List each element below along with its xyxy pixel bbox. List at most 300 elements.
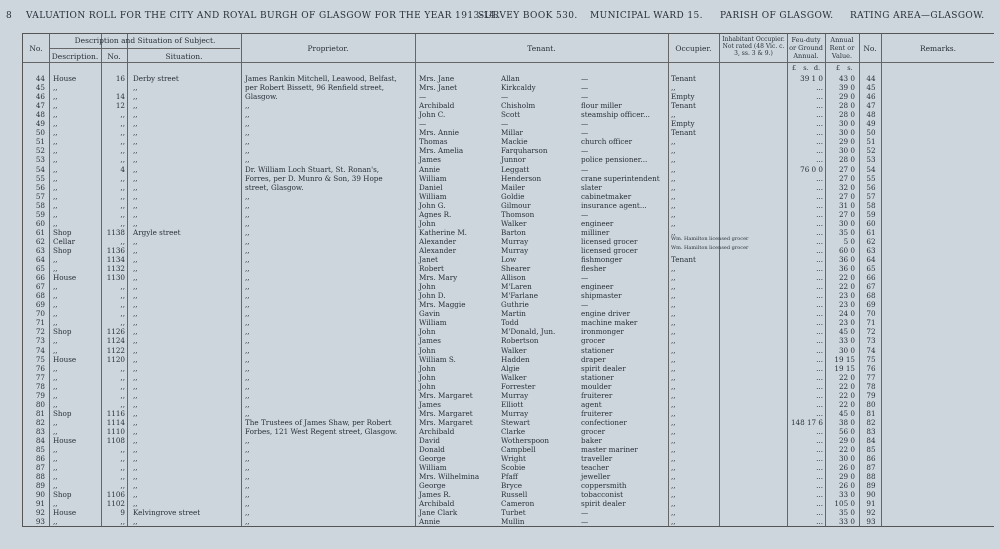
cell-occ: ,, [671,445,676,455]
col-header-description: Description. [51,52,99,61]
cell-no: 83 [35,426,45,436]
cell-prop: The Trustees of James Shaw, per Robert [245,417,392,427]
cell-prop: ,, [245,408,250,418]
cell-ts: — [501,119,509,129]
cell-feu: ... [816,137,823,147]
cell-ts: Mullin [501,517,525,527]
cell-no: 74 [35,345,45,355]
cell-feu: ... [816,408,823,418]
rent-currency-shillings: s. [847,64,853,72]
cell-tf: John [419,282,436,292]
table-row [23,155,995,164]
col-header-annual-rent: Annual Rent or Value. [829,36,855,60]
cell-no: 57 [35,191,45,201]
cell-num: ,, [120,390,125,400]
cell-sit: ,, [133,92,138,102]
table-row [23,83,995,92]
cell-ts: Walker [501,218,527,228]
cell-tf: Agnes R. [419,209,452,219]
cell-no: 55 [35,173,45,183]
table-row [23,336,995,345]
cell-feu: ... [816,155,823,165]
cell-prop: ,, [245,445,250,455]
cell-prop: ,, [245,264,250,274]
cell-no: 62 [35,236,45,246]
cell-rent: 29 0 [838,92,855,102]
rating-area: RATING AREA—GLASGOW. [850,11,985,21]
table-row [23,128,995,137]
cell-sit: ,, [133,255,138,264]
table-row [23,436,995,445]
cell-occ: ,, [671,300,676,310]
cell-ts: Wotherspoon [501,436,550,445]
cell-tocc: coppersmith [581,481,627,491]
cell-feu: ... [816,245,823,255]
cell-num: ,, [120,363,125,373]
cell-no: 44 [35,74,45,83]
cell-prop: ,, [245,499,250,509]
cell-num: 9 [120,508,125,518]
cell-no2: 57 [866,191,876,201]
cell-feu: ... [816,236,823,246]
cell-no: 46 [35,92,45,102]
cell-feu: ... [816,463,823,473]
cell-tocc: spirit dealer [581,499,626,509]
cell-rent: 30 0 [838,454,855,464]
cell-sit: ,, [133,481,138,491]
cell-rent: 23 0 [838,318,855,328]
cell-no: 92 [35,508,45,518]
feu-currency-pence: d. [813,64,821,72]
table-row [23,309,995,318]
col-header-situation: Situation. [165,52,203,61]
cell-ts: Murray [501,390,529,400]
cell-ts: Hadden [501,354,530,364]
cell-no: 73 [35,336,45,346]
table-row [23,382,995,391]
cell-ts: Farquharson [501,146,548,156]
cell-num: ,, [120,472,125,482]
cell-tf: John G. [419,200,446,210]
cell-occ: ,, [671,408,676,418]
cell-num: 1106 [106,490,125,500]
cell-rent: 39 0 [838,83,855,93]
table-row [23,300,995,309]
cell-sit: ,, [133,200,138,210]
cell-feu: ... [816,327,823,337]
cell-no: 48 [35,110,45,120]
table-row [23,237,995,246]
cell-num: ,, [120,137,125,147]
cell-feu: 39 1 0 [800,74,823,83]
cell-sit: ,, [133,354,138,364]
cell-prop: ,, [245,517,250,527]
cell-desc: ,, [53,101,58,111]
cell-rent: 22 0 [838,445,855,455]
cell-desc: ,, [53,417,58,427]
cell-desc: ,, [53,336,58,346]
cell-desc: ,, [53,128,58,138]
cell-tf: Mrs. Jane [419,74,455,83]
cell-rent: 5 0 [843,236,855,246]
cell-num: ,, [120,218,125,228]
cell-tf: Donald [419,445,445,455]
cell-tf: Mrs. Mary [419,273,458,283]
cell-ts: M'Laren [501,282,532,292]
cell-desc: ,, [53,83,58,93]
cell-rent: 23 0 [838,300,855,310]
cell-no2: 80 [866,399,876,409]
cell-num: ,, [120,318,125,328]
cell-ts: Walker [501,372,527,382]
cell-prop: ,, [245,128,250,138]
cell-occ: ,, [671,155,676,165]
cell-ts: Barton [501,227,526,237]
cell-no2: 79 [866,390,876,400]
cell-tf: Annie [419,164,441,174]
cell-tocc: ironmonger [581,327,624,337]
cell-num: ,, [120,200,125,210]
cell-num: ,, [120,110,125,120]
cell-ts: Goldie [501,191,525,201]
cell-tocc: insurance agent... [581,200,647,210]
cell-feu: ... [816,264,823,274]
table-row [23,418,995,427]
cell-tocc: draper [581,354,606,364]
cell-no: 58 [35,200,45,210]
cell-desc: ,, [53,318,58,328]
cell-prop: ,, [245,236,250,246]
rent-currency-pounds: £ [835,64,841,72]
cell-feu: ... [816,454,823,464]
cell-occ: ,, [671,390,676,400]
cell-tocc: police pensioner... [581,155,648,165]
cell-tf: Alexander [419,236,457,246]
cell-prop: ,, [245,137,250,147]
cell-num: ,, [120,191,125,201]
cell-desc: ,, [53,182,58,192]
cell-sit: ,, [133,236,138,246]
cell-tocc: licensed grocer [581,236,638,246]
cell-tocc: jeweller [581,472,611,482]
table-row [23,454,995,463]
cell-feu: ... [816,372,823,382]
col-header-occupier: Occupier. [675,44,712,53]
cell-tocc: stationer [581,345,614,355]
feu-currency-pounds: £ [791,64,797,72]
cell-no2: 71 [866,318,876,328]
cell-num: ,, [120,236,125,246]
cell-tf: Annie [419,517,441,527]
cell-feu: ... [816,318,823,328]
cell-rent: 30 0 [838,119,855,129]
cell-rent: 32 0 [838,182,855,192]
cell-occ: ,, [671,282,676,292]
cell-num: 16 [115,74,125,83]
cell-tocc: — [581,146,589,156]
cell-tocc: — [581,164,589,174]
cell-rent: 36 0 [838,255,855,264]
cell-no: 60 [35,218,45,228]
cell-rent: 105 0 [834,499,855,509]
cell-num: ,, [120,119,125,129]
cell-num: ,, [120,146,125,156]
cell-tf: James [419,399,441,409]
cell-no2: 87 [866,463,876,473]
table-row [23,472,995,481]
cell-no2: 84 [866,436,876,445]
cell-tf: Mrs. Amelia [419,146,464,156]
cell-ts: Todd [501,318,519,328]
cell-sit: ,, [133,155,138,165]
cell-occ: ,, [671,227,676,237]
table-row [23,201,995,210]
table-row [23,499,995,508]
table-row [23,409,995,418]
table-row [23,445,995,454]
cell-desc: House [53,436,77,445]
cell-tocc: milliner [581,227,610,237]
cell-desc: ,, [53,481,58,491]
cell-occ: ,, [671,436,676,445]
cell-occ: ,, [671,182,676,192]
cell-rent: 22 0 [838,273,855,283]
cell-rent: 19 15 [834,354,855,364]
cell-tf: John [419,218,436,228]
cell-ts: Mailer [501,182,525,192]
cell-num: ,, [120,381,125,391]
cell-tocc: agent [581,399,602,409]
cell-no: 81 [35,408,45,418]
cell-desc: Shop [53,408,72,418]
cell-sit: ,, [133,426,138,436]
table-row [23,101,995,110]
cell-no2: 49 [866,119,876,129]
cell-no2: 54 [866,164,876,174]
cell-tocc: master mariner [581,445,638,455]
cell-tf: George [419,454,446,464]
col-header-no2: No. [863,44,877,53]
cell-no2: 93 [866,517,876,527]
cell-occ: ,, [671,146,676,156]
cell-tocc: flesher [581,264,607,274]
cell-tf: Mrs. Annie [419,128,460,138]
cell-tocc: steamship officer... [581,110,650,120]
cell-no2: 59 [866,209,876,219]
cell-feu: ... [816,273,823,283]
cell-tf: Mrs. Margaret [419,417,473,427]
cell-tocc: flour miller [581,101,622,111]
table-row [23,228,995,237]
cell-sit: ,, [133,454,138,464]
cell-sit: ,, [133,436,138,445]
cell-sit: ,, [133,164,138,174]
cell-num: ,, [120,454,125,464]
cell-no: 71 [35,318,45,328]
cell-occ: ,, [671,191,676,201]
cell-sit: ,, [133,209,138,219]
table-row [23,373,995,382]
cell-no: 67 [35,282,45,292]
cell-prop: Forbes, 121 West Regent street, Glasgow. [245,426,398,436]
cell-tf: William S. [419,354,456,364]
cell-prop: ,, [245,490,250,500]
cell-desc: ,, [53,381,58,391]
cell-no: 91 [35,499,45,509]
cell-occ: ,, [671,426,676,436]
cell-ts: Walker [501,345,527,355]
cell-tf: William [419,318,447,328]
cell-desc: House [53,74,77,83]
cell-tf: John [419,381,436,391]
cell-desc: ,, [53,291,58,301]
cell-rent: 28 0 [838,110,855,120]
cell-feu: ... [816,92,823,102]
cell-occ: ,, [671,173,676,183]
cell-feu: ... [816,200,823,210]
cell-prop: ,, [245,363,250,373]
cell-no2: 46 [866,92,876,102]
cell-sit: ,, [133,372,138,382]
cell-no: 78 [35,381,45,391]
cell-prop: ,, [245,255,250,264]
cell-rent: 30 0 [838,128,855,138]
cell-tocc: — [581,300,589,310]
cell-occ: ,, [671,336,676,346]
cell-tf: John [419,345,436,355]
cell-no2: 47 [866,101,876,111]
cell-rent: 45 0 [838,327,855,337]
cell-no: 45 [35,83,45,93]
table-row [23,391,995,400]
cell-tocc: confectioner [581,417,627,427]
cell-feu: ... [816,490,823,500]
cell-ts: Cameron [501,499,535,509]
table-row [23,210,995,219]
cell-sit: ,, [133,218,138,228]
cell-sit: ,, [133,300,138,310]
cell-sit: Argyle street [133,227,181,237]
cell-rent: 29 0 [838,472,855,482]
cell-feu: ... [816,191,823,201]
cell-rent: 27 0 [838,164,855,174]
cell-ts: Murray [501,408,529,418]
cell-sit: ,, [133,517,138,527]
cell-prop: ,, [245,218,250,228]
cell-prop: ,, [245,282,250,292]
col-header-inhabitant: Inhabitant Occupier. Not rated (48 Vic. c. 3, ss. 3 & 9.) [722,36,785,57]
cell-ts: Forrester [501,381,536,391]
col-header-number: No. [107,52,121,61]
cell-sit: ,, [133,490,138,500]
col-header-description-group: Description and Situation of Subject. [74,36,216,45]
cell-occ: ,, [671,454,676,464]
cell-no: 53 [35,155,45,165]
cell-occ: ,, [671,327,676,337]
cell-rent: 26 0 [838,463,855,473]
cell-tocc: fishmonger [581,255,623,264]
cell-desc: ,, [53,137,58,147]
cell-prop: Forres, per D. Munro & Son, 39 Hope [245,173,383,183]
cell-ts: Turbet [501,508,526,518]
cell-sit: ,, [133,83,138,93]
cell-tf: John D. [419,291,446,301]
cell-prop: ,, [245,110,250,120]
cell-occ: Tenant [671,74,696,83]
cell-tocc: — [581,119,589,129]
cell-tf: Mrs. Janet [419,83,457,93]
cell-num: ,, [120,291,125,301]
cell-occ: ,, [671,372,676,382]
cell-desc: ,, [53,264,58,274]
table-row [23,427,995,436]
cell-sit: ,, [133,137,138,147]
cell-feu: ... [816,218,823,228]
cell-num: ,, [120,182,125,192]
cell-sit: ,, [133,381,138,391]
cell-occ: ,, [671,363,676,373]
cell-feu: ... [816,399,823,409]
cell-no: 84 [35,436,45,445]
cell-tocc: slater [581,182,602,192]
cell-feu: ... [816,300,823,310]
cell-desc: ,, [53,282,58,292]
cell-rent: 30 0 [838,345,855,355]
cell-ts: Low [501,255,517,264]
cell-desc: ,, [53,309,58,319]
cell-sit: ,, [133,345,138,355]
cell-desc: House [53,354,77,364]
cell-tocc: — [581,508,589,518]
cell-sit: ,, [133,390,138,400]
cell-occ: ,, [671,209,676,219]
cell-tf: Jane Clark [419,508,458,518]
cell-tf: Robert [419,264,444,274]
cell-feu: ... [816,173,823,183]
cell-feu: 76 0 0 [800,164,823,174]
cell-rent: 22 0 [838,372,855,382]
cell-sit: ,, [133,119,138,129]
cell-rent: 22 0 [838,381,855,391]
cell-prop: ,, [245,399,250,409]
cell-prop: ,, [245,191,250,201]
cell-prop: James Rankin Mitchell, Leawood, Belfast, [245,74,397,83]
cell-prop: ,, [245,372,250,382]
cell-tocc: fruiterer [581,408,613,418]
cell-tf: Gavin [419,309,441,319]
cell-occ: Empty [671,119,695,129]
cell-sit: ,, [133,191,138,201]
cell-prop: ,, [245,508,250,518]
cell-prop: ,, [245,273,250,283]
roll-title: VALUATION ROLL FOR THE CITY AND ROYAL BURGH OF GLASGOW FOR THE YEAR 1913-14. [26,11,499,21]
cell-ts: Guthrie [501,300,529,310]
cell-no2: 52 [866,146,876,156]
cell-no2: 62 [866,236,876,246]
cell-ts: Campbell [501,445,536,455]
cell-tocc: licensed grocer [581,245,638,255]
cell-occ: ,, [671,200,676,210]
cell-num: 1126 [106,327,125,337]
cell-prop: ,, [245,472,250,482]
cell-prop: ,, [245,381,250,391]
table-row [23,481,995,490]
table-row [23,327,995,336]
cell-occ: ,, [671,83,676,93]
cell-feu: ... [816,472,823,482]
cell-occ: Wm. Hamilton licensed grocer [671,244,749,251]
municipal-ward: MUNICIPAL WARD 15. [590,11,703,21]
